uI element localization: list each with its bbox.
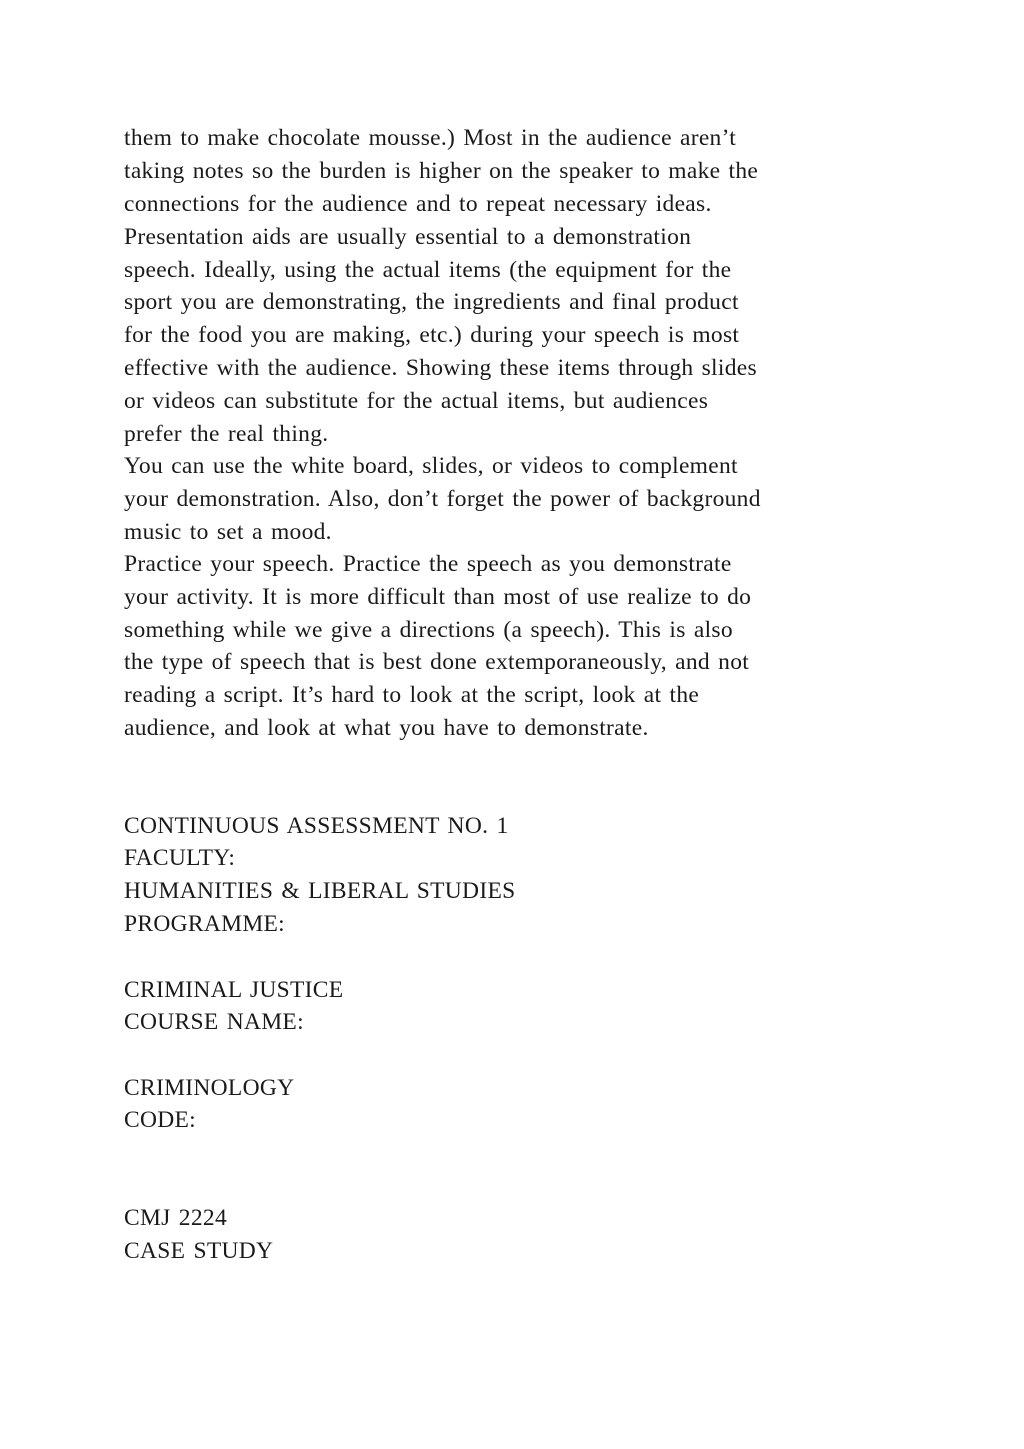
body-line-6: sport you are demonstrating, the ingredients and final product [124,289,739,315]
body-line-2: taking notes so the burden is higher on the speaker to make the [124,158,759,184]
body-line-15: your activity. It is more difficult than most of use realize to do [124,584,752,610]
course-name-value: CRIMINOLOGY [124,1075,295,1101]
body-line-13: music to set a mood. [124,519,332,545]
body-line-4: Presentation aids are usually essential to a demonstration [124,224,692,250]
body-line-19: audience, and look at what you have to demonstrate. [124,715,649,741]
body-line-17: the type of speech that is best done extemporaneously, and not [124,649,750,675]
programme-label: PROGRAMME: [124,911,286,937]
faculty-value: HUMANITIES & LIBERAL STUDIES [124,878,516,904]
body-line-5: speech. Ideally, using the actual items (the equipment for the [124,257,732,283]
body-line-16: something while we give a directions (a speech). This is also [124,617,733,643]
body-line-1: them to make chocolate mousse.) Most in the audience aren’t [124,125,737,151]
body-line-18: reading a script. It’s hard to look at the script, look at the [124,682,700,708]
body-line-7: for the food you are making, etc.) during your speech is most [124,322,740,348]
code-label: CODE: [124,1107,196,1133]
code-value: CMJ 2224 [124,1205,227,1231]
programme-value: CRIMINAL JUSTICE [124,977,344,1003]
body-line-11: You can use the white board, slides, or videos to complement [124,453,738,479]
assignment-type: CASE STUDY [124,1238,274,1264]
course-name-label: COURSE NAME: [124,1009,304,1035]
body-line-14: Practice your speech. Practice the speech as you demonstrate [124,551,732,577]
body-line-3: connections for the audience and to repeat necessary ideas. [124,191,712,217]
body-line-10: prefer the real thing. [124,421,329,447]
assessment-title: CONTINUOUS ASSESSMENT NO. 1 [124,813,509,839]
body-line-9: or videos can substitute for the actual items, but audiences [124,388,709,414]
faculty-label: FACULTY: [124,845,236,871]
body-line-12: your demonstration. Also, don’t forget the power of background [124,486,761,512]
body-line-8: effective with the audience. Showing these items through slides [124,355,757,381]
